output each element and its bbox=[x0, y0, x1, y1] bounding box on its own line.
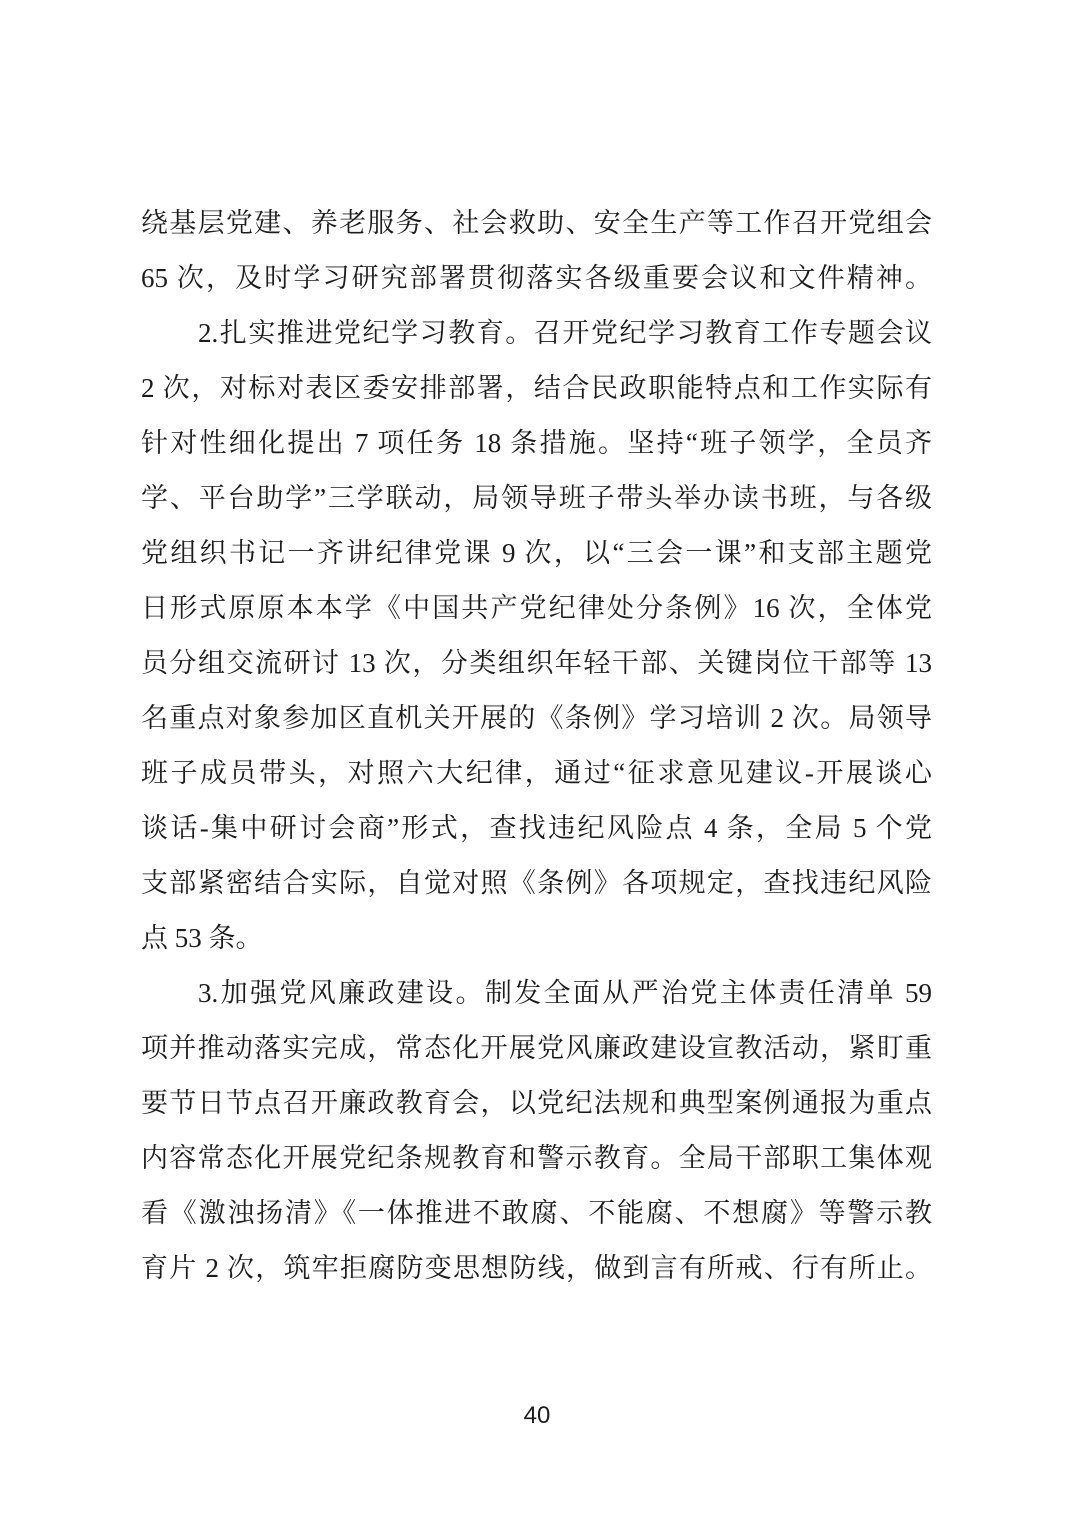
text-line: 支部紧密结合实际，自觉对照《条例》各项规定，查找违纪风险 bbox=[141, 868, 932, 898]
text-line: 要节日节点召开廉政教育会，以党纪法规和典型案例通报为重点 bbox=[141, 1088, 932, 1118]
text-line: 看《激浊扬清》《一体推进不敢腐、不能腐、不想腐》等警示教 bbox=[141, 1198, 932, 1228]
text-line: 3.加强党风廉政建设。制发全面从严治党主体责任清单 59 bbox=[198, 978, 932, 1008]
text-line: 点 53 条。 bbox=[141, 923, 263, 953]
text-line: 班子成员带头，对照六大纪律，通过“征求意见建议-开展谈心 bbox=[141, 758, 932, 788]
text-line: 员分组交流研讨 13 次，分类组织年轻干部、关键岗位干部等 13 bbox=[141, 648, 932, 678]
text-line: 针对性细化提出 7 项任务 18 条措施。坚持“班子领学，全员齐 bbox=[141, 428, 932, 458]
text-line: 2.扎实推进党纪学习教育。召开党纪学习教育工作专题会议 bbox=[198, 318, 932, 348]
paragraph bbox=[141, 196, 932, 306]
paragraph bbox=[141, 306, 932, 966]
document-body bbox=[141, 196, 932, 1296]
text-line: 内容常态化开展党纪条规教育和警示教育。全局干部职工集体观 bbox=[141, 1143, 932, 1173]
text-line: 育片 2 次，筑牢拒腐防变思想防线，做到言有所戒、行有所止。 bbox=[141, 1253, 932, 1283]
text-line: 项并推动落实完成，常态化开展党风廉政建设宣教活动，紧盯重 bbox=[141, 1033, 932, 1063]
text-line: 党组织书记一齐讲纪律党课 9 次，以“三会一课”和支部主题党 bbox=[141, 538, 932, 568]
text-line: 绕基层党建、养老服务、社会救助、安全生产等工作召开党组会 bbox=[141, 208, 932, 238]
text-line: 谈话-集中研讨会商”形式，查找违纪风险点 4 条，全局 5 个党 bbox=[141, 813, 932, 843]
text-line: 名重点对象参加区直机关开展的《条例》学习培训 2 次。局领导 bbox=[141, 703, 932, 733]
text-line: 2 次，对标对表区委安排部署，结合民政职能特点和工作实际有 bbox=[141, 373, 932, 403]
paragraph bbox=[141, 966, 932, 1296]
text-line: 学、平台助学”三学联动，局领导班子带头举办读书班，与各级 bbox=[141, 483, 932, 513]
text-line: 65 次，及时学习研究部署贯彻落实各级重要会议和文件精神。 bbox=[141, 263, 932, 293]
text-line: 日形式原原本本学《中国共产党纪律处分条例》16 次，全体党 bbox=[141, 593, 932, 623]
page-number: 40 bbox=[523, 1402, 551, 1429]
